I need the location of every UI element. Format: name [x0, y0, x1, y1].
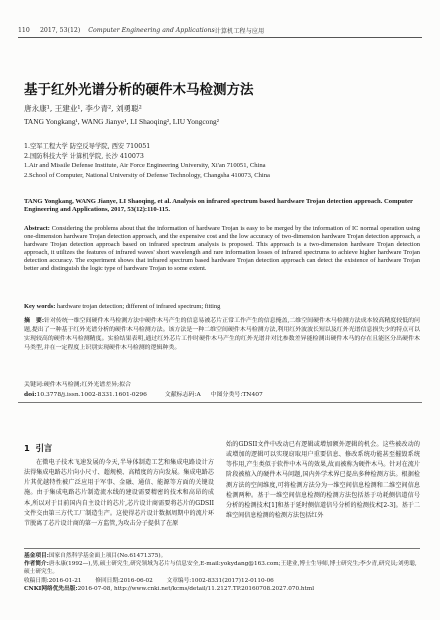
cnki-link[interactable]: 2016-07-08, http://www.cnki.net/kcms/detail/11.2127.TP.20160708.2027.070.html — [77, 585, 315, 592]
page-number: 110 — [18, 26, 30, 34]
body-column-right: 始的GDSII文件中改动已有逻辑或增加额外逻辑的机会。这些被改动的或增加的逻辑可以实现窃取用户重要信息、修改系统功能甚至摧毁系统等作用,产生类似于软件中木马的效果,故而被称为硬件木马。针对在流片阶段被植入的硬件木马问题,国内外学术界已提出多种检测方法。根据检测方法的空间维度,可将检测方法分为一维空间信息检测和二维空间信息检测两种。基于一维空间信息检测的检测方法包括基于功耗侧信道信号分析的检测技术[1]和基于延时侧信道信号分析的检测技术[2-3]。基于二维空间信息检测的检测方法包括红外 — [226, 441, 420, 520]
journal-name-cn: 计算机工程与应用 — [214, 27, 265, 35]
keywords-cn: 关键词:硬件木马检测;红外光谱差异;拟合 — [24, 381, 131, 388]
keywords-en — [24, 303, 420, 310]
journal-name-en: Computer Engineering and Applications — [88, 26, 215, 34]
abstract-en-text: Considering the problems about that the information of hardware Trojan is easy to be merged by the information of IC normal operation using one-dimension hardware Trojan detection approach, and the expensive cost and the low accuracy of two-dimension hardware Trojan detection approach, a hardware Trojan detection approach based on infrared spectrum analysis is proposed. This approach is a two-dimension hardware Trojan detection approach, it utilizes the features of infrared waves' short wavelength and rare information losses of infrared spectrums to achieve higher hardware Trojan detection accuracy. The experiment shows that infrared spectrum based hardware Trojan detection approach can detect the existence of hardware Trojan better and distinguish the logic type of hardware Trojan to some extent. — [24, 225, 420, 273]
keywords-en-text: hardware trojan detection; different of infrared spectrum; fitting — [55, 303, 221, 310]
affiliation-2-en: 2.School of Computer, National University of Defense Technology, Changsha 410073, China — [24, 171, 270, 179]
paper-title: 基于红外光谱分析的硬件木马检测方法 — [24, 82, 254, 98]
abstract-cn — [24, 317, 420, 353]
doi-label: doi: — [24, 391, 37, 398]
doi — [24, 391, 155, 398]
article-number: 文章编号:1002-8331(2017)12-0110-06 — [166, 577, 274, 584]
abstract-cn-label: 摘 要: — [24, 317, 45, 324]
header-rule — [18, 37, 422, 38]
cnki-label: CNKI网络优先出版: — [24, 585, 78, 592]
received-date: 收稿日期:2016-01-21 — [24, 577, 82, 584]
issue-info: 2017, 53(12) — [40, 26, 81, 34]
affiliations — [24, 142, 420, 180]
affiliation-1-cn: 1.空军工程大学 防空反导学院, 西安 710051 — [24, 143, 151, 150]
dates-note — [24, 577, 420, 585]
abstract-cn-text: 针对传统一维空间硬件木马检测方法中硬件木马产生的信息易被芯片正常工作产生的信息掩盖,二维空间硬件木马检测方法成本较高精度较低的问题,提出了一种基于红外光谱分析的硬件木马检测方法。该方法是一种二维空间硬件木马检测方法,利用红外波波长短以及红外光谱信息损失少的特点可以实现较高的硬件木马检测精度。实验结果表明,通过红外芯片工作时硬件木马产生的红外光谱并对比参数差异能检测出硬件木马的存在且能区分出硬件木马类型,并在一定程度上识别实现硬件木马检测的逻辑种类。 — [24, 317, 420, 351]
authors-en: TANG Yongkang¹, WANG Jianye¹, LI Shaoqing², LIU Yongcong² — [24, 117, 219, 126]
footnotes — [24, 552, 420, 593]
abstract-en — [24, 225, 420, 273]
affiliation-2-cn: 2.国防科技大学 计算机学院, 长沙 410073 — [24, 152, 144, 160]
section-title: 引言 — [35, 443, 53, 453]
footnote-rule — [24, 548, 420, 549]
keywords-en-label: Key words: — [24, 303, 56, 310]
abstract-en-label: Abstract: — [24, 225, 50, 232]
document-code: 文献标志码:A — [164, 391, 201, 398]
fund-note — [24, 552, 420, 560]
cnki-note — [24, 585, 420, 593]
body-column-left: 在微电子技术飞速发展的今天,半导体制造工艺和集成电路设计方法得集成电路芯片向小尺寸、超规模、高精度的方向发展。集成电路芯片其优越特性被广泛应用于军事、金融、通信、能源等方面的关键设施。由于集成电路芯片制造流水线的建设需要精密的技术和高昂的成本,所以对于目前国内自主设计的芯片,芯片设计商需要将芯片的GDSII文件交由第三方代工厂制造生产。这使得芯片设计数据周期中的流片环节脱离了芯片设计商的第一方监管,为攻击分子提供了在原 — [24, 459, 214, 527]
citation: TANG Yongkang, WANG Jianye, LI Shaoqing, et al. Analysis on infrared spectrum based hardware Trojan detection approach. Computer Engineering and Applications, 2017, 53(12):110-115. — [24, 198, 413, 214]
fund-text: 国家自然科学基金面上项目(No.61471375)。 — [48, 553, 167, 559]
running-header — [18, 24, 422, 36]
section-divider — [18, 402, 422, 403]
author-label: 作者简介: — [24, 561, 49, 568]
author-note — [24, 560, 420, 576]
authors-cn: 唐永康¹, 王建业¹, 李少青², 刘勇聪² — [24, 104, 142, 113]
affiliation-1-en: 1.Air and Missile Defense Institute, Air Force Engineering University, Xi'an 710051, China — [24, 162, 266, 170]
revised-date: 修回日期:2016-06-02 — [95, 577, 153, 584]
doi-value: 10.3778/j.issn.1002-8331.1601-0296 — [36, 391, 147, 398]
section-heading — [24, 442, 52, 454]
classification-line — [24, 389, 271, 398]
clc-number: 中图分类号:TN407 — [210, 391, 263, 398]
author-text: 唐永康(1992—),男,硕士研究生,研究领域为芯片与信息安全,E-mail:yokydang@163.com;王建业,博士生导师,博士研究生;李少青,研究员;刘勇聪,硕士研究生。 — [24, 561, 417, 576]
fund-label: 基金项目: — [24, 553, 49, 559]
section-number: 1 — [24, 443, 30, 453]
